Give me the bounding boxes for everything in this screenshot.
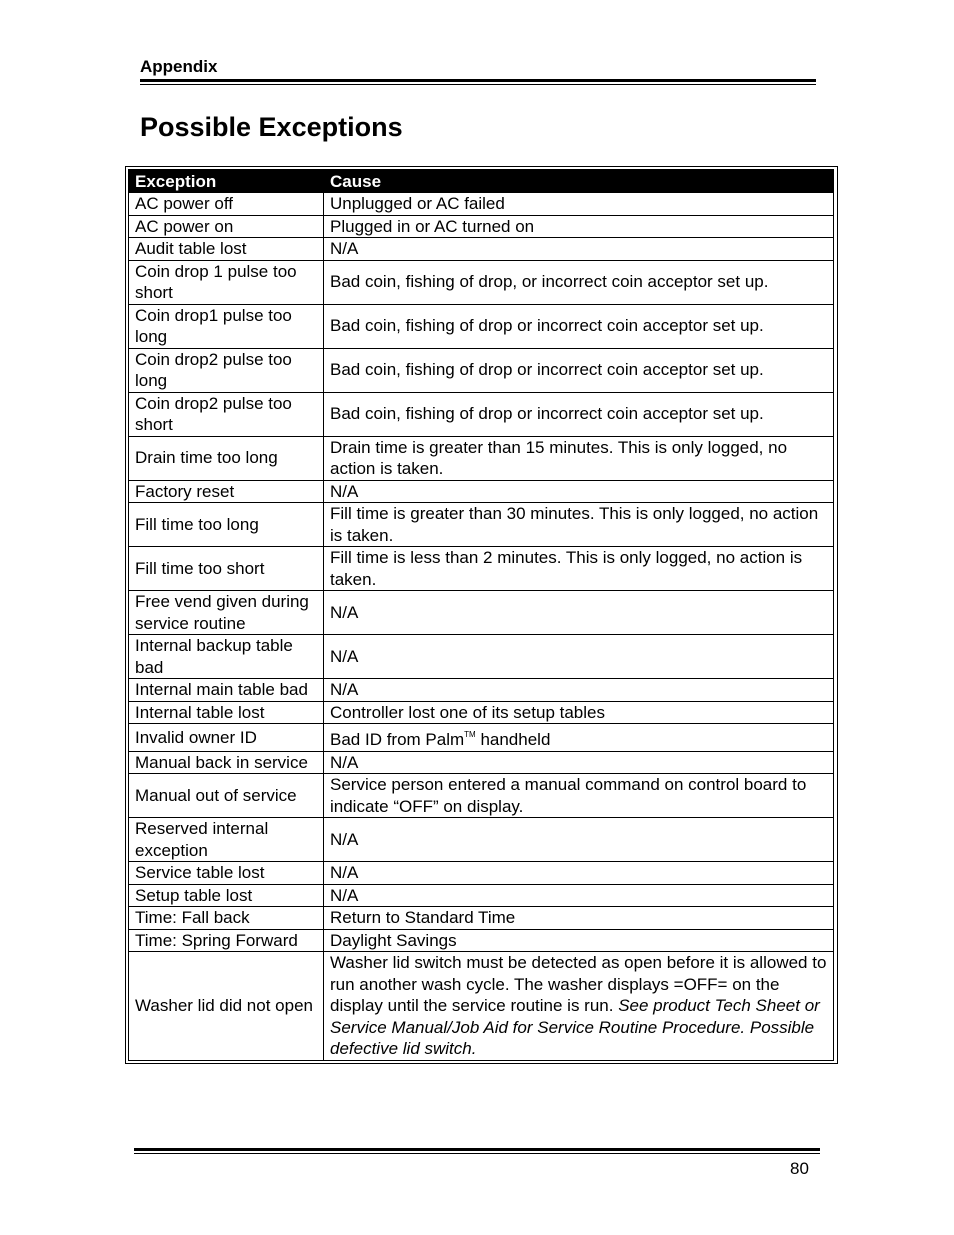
exception-cell: Invalid owner ID <box>129 724 324 752</box>
cause-cell: Bad coin, fishing of drop or incorrect coin acceptor set up. <box>324 392 834 436</box>
table-row <box>129 929 834 952</box>
exception-cell: Reserved internal exception <box>129 818 324 862</box>
exception-cell: Audit table lost <box>129 238 324 261</box>
footer-rule <box>134 1148 820 1151</box>
cause-cell: N/A <box>324 635 834 679</box>
cause-cell: Fill time is less than 2 minutes. This is only logged, no action is taken. <box>324 547 834 591</box>
cause-cell: N/A <box>324 679 834 702</box>
exception-cell: Internal backup table bad <box>129 635 324 679</box>
cause-cell: N/A <box>324 751 834 774</box>
table-row <box>129 260 834 304</box>
cause-cell: N/A <box>324 862 834 885</box>
exception-cell: Coin drop 1 pulse too short <box>129 260 324 304</box>
exception-cell: Manual out of service <box>129 774 324 818</box>
table-row <box>129 591 834 635</box>
cause-text: Bad ID from Palm <box>330 730 465 749</box>
exception-cell: Free vend given during service routine <box>129 591 324 635</box>
exceptions-table-frame <box>125 166 838 1064</box>
exceptions-table <box>128 169 834 1061</box>
cause-cell: Fill time is greater than 30 minutes. This is only logged, no action is taken. <box>324 503 834 547</box>
cause-cell: Plugged in or AC turned on <box>324 215 834 238</box>
exception-cell: Service table lost <box>129 862 324 885</box>
table-row <box>129 774 834 818</box>
cause-cell: Daylight Savings <box>324 929 834 952</box>
table-row <box>129 907 834 930</box>
exception-cell: Fill time too long <box>129 503 324 547</box>
page-title: Possible Exceptions <box>140 112 403 142</box>
table-row <box>129 503 834 547</box>
exception-cell: Setup table lost <box>129 884 324 907</box>
footer-rule-thin <box>134 1153 820 1154</box>
cause-cell: Bad coin, fishing of drop, or incorrect coin acceptor set up. <box>324 260 834 304</box>
table-row <box>129 751 834 774</box>
exception-cell: Coin drop2 pulse too short <box>129 392 324 436</box>
exception-cell: Time: Spring Forward <box>129 929 324 952</box>
table-row <box>129 679 834 702</box>
cause-cell: Service person entered a manual command on control board to indicate “OFF” on display. <box>324 774 834 818</box>
cause-cell: N/A <box>324 884 834 907</box>
table-row <box>129 818 834 862</box>
table-row <box>129 238 834 261</box>
table-row <box>129 701 834 724</box>
table-row <box>129 884 834 907</box>
table-row <box>129 480 834 503</box>
table-row <box>129 392 834 436</box>
exception-cell: Drain time too long <box>129 436 324 480</box>
cause-cell: Bad coin, fishing of drop or incorrect coin acceptor set up. <box>324 348 834 392</box>
cause-cell: N/A <box>324 238 834 261</box>
cause-cell <box>324 724 834 752</box>
column-header-cause: Cause <box>324 170 834 193</box>
cause-cell: N/A <box>324 591 834 635</box>
cause-cell: N/A <box>324 480 834 503</box>
table-row <box>129 724 834 752</box>
table-row <box>129 952 834 1061</box>
exception-cell: Time: Fall back <box>129 907 324 930</box>
cause-cell: Bad coin, fishing of drop or incorrect coin acceptor set up. <box>324 304 834 348</box>
exception-cell: Manual back in service <box>129 751 324 774</box>
exception-cell: AC power off <box>129 193 324 216</box>
exception-cell: Fill time too short <box>129 547 324 591</box>
cause-italic-note: See product Tech Sheet or Service Manual/Job Aid for Service Routine Procedure. Possible defective lid switch. <box>330 996 820 1058</box>
table-row <box>129 862 834 885</box>
table-row <box>129 193 834 216</box>
exception-cell: AC power on <box>129 215 324 238</box>
header-rule <box>140 79 816 82</box>
table-row <box>129 304 834 348</box>
column-header-exception: Exception <box>129 170 324 193</box>
exception-cell: Coin drop1 pulse too long <box>129 304 324 348</box>
table-header-row <box>129 170 834 193</box>
exception-cell: Washer lid did not open <box>129 952 324 1061</box>
cause-cell: Drain time is greater than 15 minutes. This is only logged, no action is taken. <box>324 436 834 480</box>
cause-text: handheld <box>475 730 551 749</box>
cause-text: Washer lid switch must be detected as open before it is allowed to run another wash cycle. The washer displays =OFF= on the display until the service routine is run. <box>330 953 827 1015</box>
exception-cell: Internal table lost <box>129 701 324 724</box>
page-number: 80 <box>790 1159 809 1178</box>
cause-cell: Unplugged or AC failed <box>324 193 834 216</box>
cause-cell <box>324 952 834 1061</box>
cause-cell: Return to Standard Time <box>324 907 834 930</box>
exception-cell: Coin drop2 pulse too long <box>129 348 324 392</box>
section-label: Appendix <box>140 57 218 76</box>
table-row <box>129 436 834 480</box>
table-row <box>129 635 834 679</box>
header-rule-thin <box>140 84 816 85</box>
exception-cell: Factory reset <box>129 480 324 503</box>
cause-cell: N/A <box>324 818 834 862</box>
table-row <box>129 547 834 591</box>
table-row <box>129 215 834 238</box>
exception-cell: Internal main table bad <box>129 679 324 702</box>
cause-cell: Controller lost one of its setup tables <box>324 701 834 724</box>
table-row <box>129 348 834 392</box>
trademark-superscript: TM <box>464 730 476 739</box>
